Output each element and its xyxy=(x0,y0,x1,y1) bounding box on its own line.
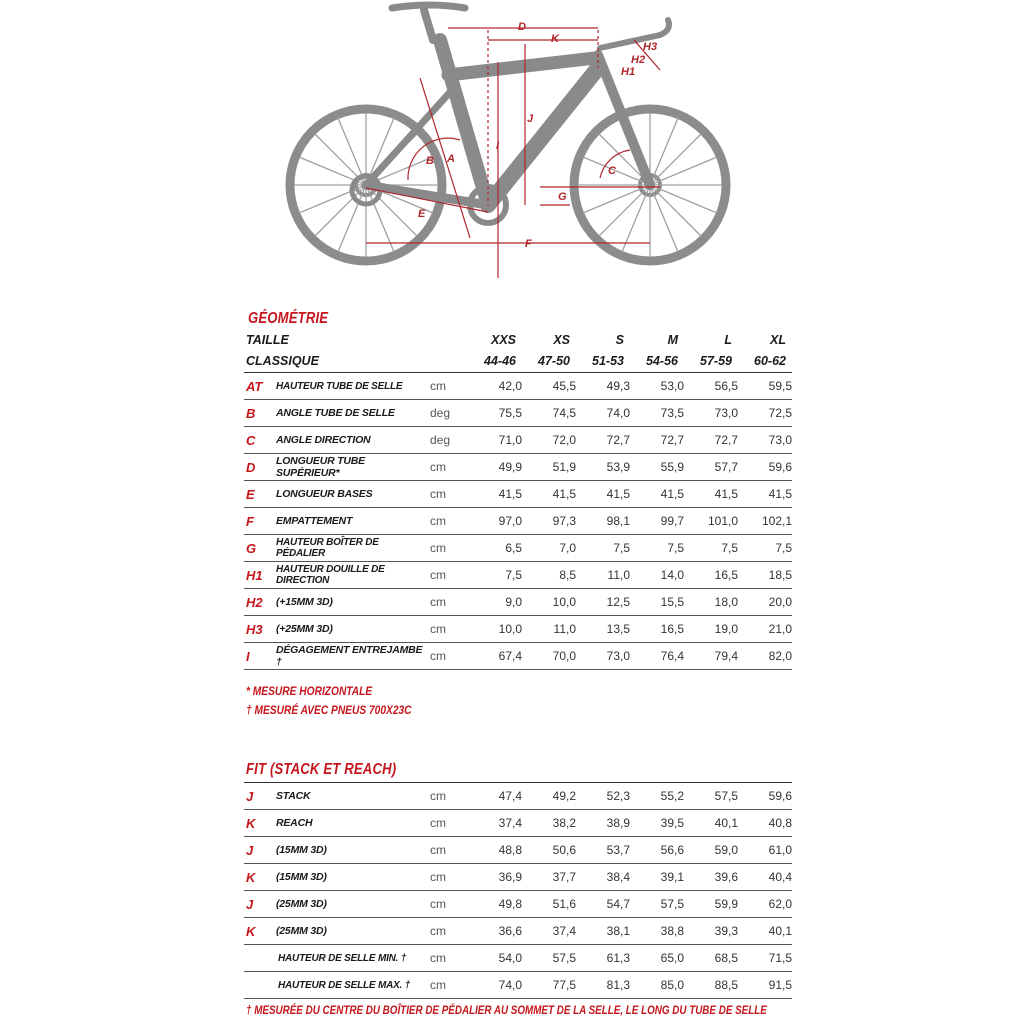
header-taille: TAILLE xyxy=(246,333,289,347)
row-name: (25MM 3D) xyxy=(276,891,430,918)
row-name: ANGLE TUBE DE SELLE xyxy=(276,400,430,427)
row-value: 72,7 xyxy=(684,427,738,454)
label-e: E xyxy=(418,208,426,220)
table-row xyxy=(244,481,792,508)
row-value: 54,7 xyxy=(576,891,630,918)
row-value: 51,9 xyxy=(522,454,576,481)
row-value: 88,5 xyxy=(684,972,738,999)
range-m: 54-56 xyxy=(646,354,678,368)
label-f: F xyxy=(525,238,532,250)
label-a: A xyxy=(447,153,455,165)
header-classique: CLASSIQUE xyxy=(246,354,319,368)
row-name: HAUTEUR DOUILLE DE DIRECTION xyxy=(276,562,430,589)
row-code: AT xyxy=(244,373,276,400)
note-saddle-height: † MESURÉE DU CENTRE DU BOÎTIER DE PÉDALIER AU SOMMET DE LA SELLE, LE LONG DU TUBE DE SELLE xyxy=(246,1003,767,1017)
row-code: C xyxy=(244,427,276,454)
table-row xyxy=(244,837,792,864)
row-value: 37,4 xyxy=(522,918,576,945)
row-code xyxy=(244,945,276,972)
row-value: 97,3 xyxy=(522,508,576,535)
row-name: LONGUEUR TUBE SUPÉRIEUR* xyxy=(276,454,430,481)
row-unit: cm xyxy=(430,508,468,535)
row-value: 77,5 xyxy=(522,972,576,999)
row-value: 7,0 xyxy=(522,535,576,562)
row-name: HAUTEUR TUBE DE SELLE xyxy=(276,373,430,400)
row-name: HAUTEUR DE SELLE MAX. † xyxy=(276,972,430,999)
row-value: 7,5 xyxy=(738,535,792,562)
row-value: 73,0 xyxy=(738,427,792,454)
label-g: G xyxy=(558,191,567,203)
row-code: B xyxy=(244,400,276,427)
range-xxs: 44-46 xyxy=(484,354,516,368)
table-row xyxy=(244,945,792,972)
label-c: C xyxy=(608,165,616,177)
row-unit: cm xyxy=(430,837,468,864)
table-row xyxy=(244,454,792,481)
range-l: 57-59 xyxy=(700,354,732,368)
geometry-title: GÉOMÉTRIE xyxy=(248,310,329,327)
row-name: REACH xyxy=(276,810,430,837)
row-value: 39,3 xyxy=(684,918,738,945)
row-value: 61,0 xyxy=(738,837,792,864)
row-value: 50,6 xyxy=(522,837,576,864)
row-value: 7,5 xyxy=(684,535,738,562)
row-value: 99,7 xyxy=(630,508,684,535)
range-xl: 60-62 xyxy=(754,354,786,368)
range-s: 51-53 xyxy=(592,354,624,368)
row-unit: deg xyxy=(430,427,468,454)
row-value: 49,9 xyxy=(468,454,522,481)
table-row xyxy=(244,918,792,945)
row-value: 67,4 xyxy=(468,643,522,670)
row-unit: cm xyxy=(430,810,468,837)
row-value: 49,3 xyxy=(576,373,630,400)
row-code: J xyxy=(244,783,276,810)
row-unit: cm xyxy=(430,643,468,670)
row-value: 40,1 xyxy=(684,810,738,837)
label-h2: H2 xyxy=(631,54,646,66)
row-code: H1 xyxy=(244,562,276,589)
row-value: 53,7 xyxy=(576,837,630,864)
row-value: 20,0 xyxy=(738,589,792,616)
row-value: 51,6 xyxy=(522,891,576,918)
row-value: 98,1 xyxy=(576,508,630,535)
row-value: 52,3 xyxy=(576,783,630,810)
size-s: S xyxy=(615,333,624,347)
row-value: 59,6 xyxy=(738,783,792,810)
row-value: 40,1 xyxy=(738,918,792,945)
row-value: 82,0 xyxy=(738,643,792,670)
row-code: H3 xyxy=(244,616,276,643)
row-value: 56,5 xyxy=(684,373,738,400)
row-name: HAUTEUR DE SELLE MIN. † xyxy=(276,945,430,972)
row-code: G xyxy=(244,535,276,562)
geometry-header-sizes xyxy=(246,331,792,351)
row-unit: cm xyxy=(430,481,468,508)
row-value: 57,5 xyxy=(630,891,684,918)
row-value: 57,5 xyxy=(522,945,576,972)
row-value: 72,7 xyxy=(630,427,684,454)
row-name: STACK xyxy=(276,783,430,810)
row-value: 65,0 xyxy=(630,945,684,972)
row-code xyxy=(244,972,276,999)
row-name: (15MM 3D) xyxy=(276,837,430,864)
fit-table xyxy=(244,782,792,999)
row-unit: cm xyxy=(430,972,468,999)
row-value: 71,5 xyxy=(738,945,792,972)
row-code: D xyxy=(244,454,276,481)
row-value: 81,3 xyxy=(576,972,630,999)
row-value: 40,4 xyxy=(738,864,792,891)
size-xxs: XXS xyxy=(490,333,516,347)
table-row xyxy=(244,427,792,454)
row-value: 74,0 xyxy=(576,400,630,427)
row-value: 18,0 xyxy=(684,589,738,616)
size-l: L xyxy=(724,333,732,347)
table-row xyxy=(244,589,792,616)
row-value: 18,5 xyxy=(738,562,792,589)
label-d: D xyxy=(518,21,526,33)
row-value: 76,4 xyxy=(630,643,684,670)
row-value: 21,0 xyxy=(738,616,792,643)
row-value: 74,5 xyxy=(522,400,576,427)
row-value: 57,7 xyxy=(684,454,738,481)
row-value: 7,5 xyxy=(630,535,684,562)
table-row xyxy=(244,400,792,427)
size-xl: XL xyxy=(770,333,786,347)
table-row xyxy=(244,783,792,810)
row-unit: cm xyxy=(430,918,468,945)
row-value: 73,0 xyxy=(576,643,630,670)
row-value: 41,5 xyxy=(468,481,522,508)
geometry-table xyxy=(244,372,792,670)
table-row xyxy=(244,562,792,589)
row-value: 70,0 xyxy=(522,643,576,670)
row-name: (15MM 3D) xyxy=(276,864,430,891)
row-value: 85,0 xyxy=(630,972,684,999)
row-value: 47,4 xyxy=(468,783,522,810)
row-code: H2 xyxy=(244,589,276,616)
row-unit: cm xyxy=(430,589,468,616)
row-value: 38,9 xyxy=(576,810,630,837)
range-xs: 47-50 xyxy=(538,354,570,368)
row-unit: cm xyxy=(430,373,468,400)
row-name: EMPATTEMENT xyxy=(276,508,430,535)
row-value: 59,9 xyxy=(684,891,738,918)
row-code: K xyxy=(244,864,276,891)
row-value: 15,5 xyxy=(630,589,684,616)
row-value: 62,0 xyxy=(738,891,792,918)
row-name: ANGLE DIRECTION xyxy=(276,427,430,454)
row-value: 72,0 xyxy=(522,427,576,454)
row-unit: cm xyxy=(430,616,468,643)
row-value: 97,0 xyxy=(468,508,522,535)
row-value: 14,0 xyxy=(630,562,684,589)
row-value: 91,5 xyxy=(738,972,792,999)
row-value: 38,1 xyxy=(576,918,630,945)
row-value: 41,5 xyxy=(522,481,576,508)
row-value: 13,5 xyxy=(576,616,630,643)
row-unit: cm xyxy=(430,945,468,972)
row-unit: deg xyxy=(430,400,468,427)
row-value: 6,5 xyxy=(468,535,522,562)
row-value: 37,4 xyxy=(468,810,522,837)
row-value: 59,0 xyxy=(684,837,738,864)
table-row xyxy=(244,864,792,891)
row-value: 16,5 xyxy=(630,616,684,643)
row-name: (+25MM 3D) xyxy=(276,616,430,643)
table-row xyxy=(244,616,792,643)
geometry-header-ranges xyxy=(246,352,792,372)
row-value: 11,0 xyxy=(522,616,576,643)
size-xs: XS xyxy=(553,333,570,347)
row-value: 45,5 xyxy=(522,373,576,400)
row-value: 53,0 xyxy=(630,373,684,400)
row-value: 12,5 xyxy=(576,589,630,616)
row-value: 36,6 xyxy=(468,918,522,945)
row-value: 56,6 xyxy=(630,837,684,864)
label-h3: H3 xyxy=(643,41,658,53)
row-name: DÉGAGEMENT ENTREJAMBE † xyxy=(276,643,430,670)
size-m: M xyxy=(667,333,678,347)
row-value: 39,1 xyxy=(630,864,684,891)
row-value: 72,7 xyxy=(576,427,630,454)
row-name: HAUTEUR BOÎTER DE PÉDALIER xyxy=(276,535,430,562)
row-unit: cm xyxy=(430,864,468,891)
row-unit: cm xyxy=(430,783,468,810)
row-value: 74,0 xyxy=(468,972,522,999)
row-value: 16,5 xyxy=(684,562,738,589)
row-unit: cm xyxy=(430,891,468,918)
row-code: K xyxy=(244,918,276,945)
row-value: 7,5 xyxy=(576,535,630,562)
row-value: 9,0 xyxy=(468,589,522,616)
row-value: 41,5 xyxy=(738,481,792,508)
row-code: J xyxy=(244,891,276,918)
row-value: 8,5 xyxy=(522,562,576,589)
row-value: 41,5 xyxy=(630,481,684,508)
row-value: 7,5 xyxy=(468,562,522,589)
row-value: 49,2 xyxy=(522,783,576,810)
row-unit: cm xyxy=(430,454,468,481)
row-value: 72,5 xyxy=(738,400,792,427)
row-value: 38,8 xyxy=(630,918,684,945)
row-unit: cm xyxy=(430,535,468,562)
row-value: 19,0 xyxy=(684,616,738,643)
row-unit: cm xyxy=(430,562,468,589)
row-value: 40,8 xyxy=(738,810,792,837)
row-value: 54,0 xyxy=(468,945,522,972)
row-code: E xyxy=(244,481,276,508)
row-value: 73,5 xyxy=(630,400,684,427)
row-name: (+15MM 3D) xyxy=(276,589,430,616)
row-code: K xyxy=(244,810,276,837)
row-value: 55,9 xyxy=(630,454,684,481)
label-k: K xyxy=(551,33,559,45)
row-value: 59,5 xyxy=(738,373,792,400)
row-value: 68,5 xyxy=(684,945,738,972)
row-code: F xyxy=(244,508,276,535)
row-value: 39,5 xyxy=(630,810,684,837)
row-value: 49,8 xyxy=(468,891,522,918)
row-value: 73,0 xyxy=(684,400,738,427)
row-value: 11,0 xyxy=(576,562,630,589)
row-value: 10,0 xyxy=(468,616,522,643)
table-row xyxy=(244,891,792,918)
row-value: 41,5 xyxy=(576,481,630,508)
row-value: 79,4 xyxy=(684,643,738,670)
row-value: 48,8 xyxy=(468,837,522,864)
row-value: 75,5 xyxy=(468,400,522,427)
row-value: 57,5 xyxy=(684,783,738,810)
table-row xyxy=(244,508,792,535)
row-value: 10,0 xyxy=(522,589,576,616)
label-h1: H1 xyxy=(621,66,636,78)
row-code: J xyxy=(244,837,276,864)
row-value: 41,5 xyxy=(684,481,738,508)
note-tyres: † MESURÉ AVEC PNEUS 700X23C xyxy=(246,703,412,717)
note-horizontal: * MESURE HORIZONTALE xyxy=(246,684,373,698)
row-value: 38,2 xyxy=(522,810,576,837)
bike-geometry-diagram xyxy=(0,0,1024,300)
row-value: 53,9 xyxy=(576,454,630,481)
table-row xyxy=(244,643,792,670)
label-i: I xyxy=(496,140,500,152)
row-value: 102,1 xyxy=(738,508,792,535)
row-name: (25MM 3D) xyxy=(276,918,430,945)
row-code: I xyxy=(244,643,276,670)
row-value: 71,0 xyxy=(468,427,522,454)
table-row xyxy=(244,535,792,562)
row-value: 61,3 xyxy=(576,945,630,972)
row-value: 55,2 xyxy=(630,783,684,810)
label-j: J xyxy=(527,113,534,125)
row-value: 36,9 xyxy=(468,864,522,891)
fit-title: FIT (STACK ET REACH) xyxy=(246,761,397,778)
table-row xyxy=(244,373,792,400)
row-value: 42,0 xyxy=(468,373,522,400)
row-value: 101,0 xyxy=(684,508,738,535)
row-value: 59,6 xyxy=(738,454,792,481)
table-row xyxy=(244,972,792,999)
label-b: B xyxy=(426,155,434,167)
row-value: 38,4 xyxy=(576,864,630,891)
row-value: 39,6 xyxy=(684,864,738,891)
row-value: 37,7 xyxy=(522,864,576,891)
row-name: LONGUEUR BASES xyxy=(276,481,430,508)
table-row xyxy=(244,810,792,837)
